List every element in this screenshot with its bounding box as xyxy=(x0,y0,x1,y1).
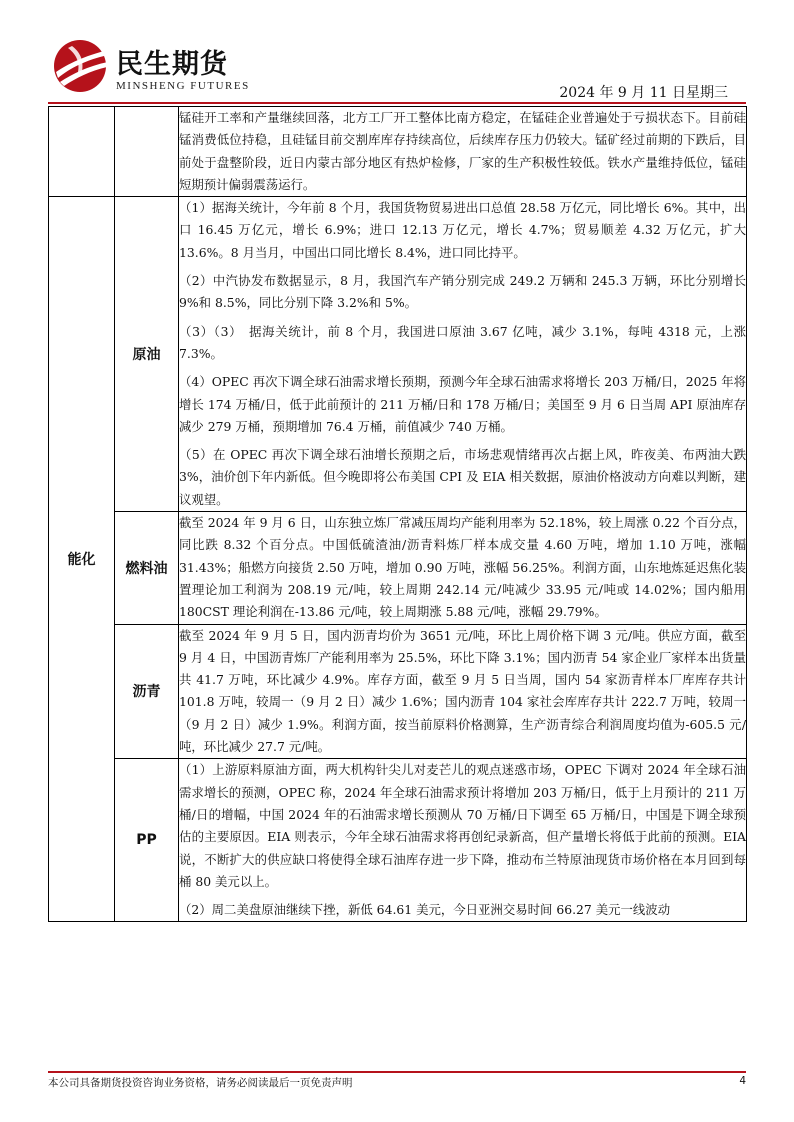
header-divider xyxy=(48,102,746,104)
minsheng-logo-icon xyxy=(50,38,112,94)
paragraph: 截至 2024 年 9 月 5 日，国内沥青均价为 3651 元/吨，环比上周价格下调 3 元/吨。供应方面，截至 9 月 4 日，中国沥青炼厂产能利用率为 25.5%，环比下降 3.1%；国内沥青 54 家企业厂家样本出货量共 41.7 万吨，环比减少 4.9%。库存方面，截至 9 月 5 日当周，国内 54 家沥青样本厂库库存共计 101.8 万吨，较周一（9 月 2 日）减少 1.6%；国内沥青 104 家社会库库存共计 222.7 万吨，较周一（9 月 2 日）减少 1.9%。利润方面，按当前原料价格测算，生产沥青综合利润周度均值为-605.5 元/吨，环比减少 27.7 元/吨。 xyxy=(179,627,746,755)
paragraph: （4）OPEC 再次下调全球石油需求增长预期，预测今年全球石油需求将增长 203 万桶/日，2025 年将增长 174 万桶/日，低于此前预计的 211 万桶/日和 178 万桶/日；美国至 9 月 6 日当周 API 原油库存减少 279 万桶，预期增加 76.4 万桶，前值减少 740 万桶。 xyxy=(179,374,746,434)
commodity-table xyxy=(48,106,747,922)
subcategory-cell-crude-oil: 原油 xyxy=(115,197,179,512)
footer-divider xyxy=(48,1071,746,1073)
table-row xyxy=(49,512,747,624)
paragraph: （1）据海关统计，今年前 8 个月，我国货物贸易进出口总值 28.58 万亿元，同比增长 6%。其中，出口 16.45 万亿元，增长 6.9%；进口 12.13 万亿元，增长 4.7%；贸易顺差 4.32 万亿元，扩大 13.6%。8 月当月，中国出口同比增长 8.4%，进口同比持平。 xyxy=(179,200,746,260)
content-cell xyxy=(179,512,747,624)
page-number: 4 xyxy=(739,1075,746,1087)
subcategory-cell-asphalt: 沥青 xyxy=(115,624,179,759)
table-row xyxy=(49,107,747,197)
table-row xyxy=(49,759,747,922)
company-name-en: MINSHENG FUTURES xyxy=(116,80,250,92)
paragraph: （2）中汽协发布数据显示，8 月，我国汽车产销分别完成 249.2 万辆和 245.3 万辆，环比分别增长 9%和 8.5%，同比分别下降 3.2%和 5%。 xyxy=(179,273,746,311)
category-cell xyxy=(49,107,115,197)
subcategory-cell-fuel-oil: 燃料油 xyxy=(115,512,179,624)
paragraph: （1）上游原料原油方面，两大机构针尖儿对麦芒儿的观点迷惑市场，OPEC 下调对 2024 年全球石油需求增长的预测，OPEC 称，2024 年全球石油需求预计将增加 203 万桶/日，低于上月预计的 211 万桶/日的增幅，中国 2024 年的石油需求增长预测从 70 万桶/日下调至 65 万桶/日，中国是下调全球预估的主要原因。EIA 则表示，今年全球石油需求将再创纪录新高，但产量增长将低于此前的预测。EIA 说，不断扩大的供应缺口将使得全球石油库存进一步下降，推动布兰特原油现货市场价格在本月回到每桶 80 美元以上。 xyxy=(179,762,746,889)
category-cell-nenghua: 能化 xyxy=(49,197,115,922)
footer-disclaimer: 本公司具备期货投资咨询业务资格，请务必阅读最后一页免责声明 xyxy=(48,1077,353,1089)
paragraph: （5）在 OPEC 再次下调全球石油增长预期之后，市场悲观情绪再次占据上风，昨夜美、布两油大跌 3%，油价创下年内新低。但今晚即将公布美国 CPI 及 EIA 相关数据，原油价格波动方向难以判断，建议观望。 xyxy=(179,447,746,507)
paragraph: （2）周二美盘原油继续下挫，新低 64.61 美元，今日亚洲交易时间 66.27 美元一线波动 xyxy=(179,902,671,918)
report-date: 2024 年 9 月 11 日星期三 xyxy=(559,85,728,101)
content-cell xyxy=(179,107,747,197)
paragraph: 锰硅开工率和产量继续回落，北方工厂开工整体比南方稳定，在锰硅企业普遍处于亏损状态下。目前硅锰消费低位持稳，且硅锰目前交割库库存持续高位，后续库存压力仍较大。锰矿经过前期的下跌后，目前处于盘整阶段，近日内蒙古部分地区有热炉检修，厂家的生产积极性较低。铁水产量维持低位，锰硅短期预计偏弱震荡运行。 xyxy=(179,110,746,192)
paragraph: 截至 2024 年 9 月 6 日，山东独立炼厂常减压周均产能利用率为 52.18%，较上周涨 0.22 个百分点，同比跌 8.32 个百分点。中国低硫渣油/沥青料炼厂样本成交量 4.60 万吨，增加 1.10 万吨，涨幅 31.43%；船燃方向接货 2.50 万吨，增加 0.90 万吨，涨幅 56.25%。利润方面，山东地炼延迟焦化装置理论加工利润为 208.19 元/吨，较上周期 242.14 元/吨减少 33.95 元/吨或 14.02%；国内船用 180CST 理论利润在-13.86 元/吨，较上周期涨 5.88 元/吨，涨幅 29.79%。 xyxy=(179,515,746,620)
company-name-cn: 民生期货 xyxy=(116,49,228,80)
page-header xyxy=(0,0,794,105)
table-row xyxy=(49,197,747,512)
content-cell xyxy=(179,759,747,922)
content-cell xyxy=(179,197,747,512)
paragraph: （3）（3） 据海关统计，前 8 个月，我国进口原油 3.67 亿吨，减少 3.1%，每吨 4318 元，上涨 7.3%。 xyxy=(179,323,746,361)
subcategory-cell xyxy=(115,107,179,197)
subcategory-cell-pp: PP xyxy=(115,759,179,922)
table-row xyxy=(49,624,747,759)
content-cell xyxy=(179,624,747,759)
